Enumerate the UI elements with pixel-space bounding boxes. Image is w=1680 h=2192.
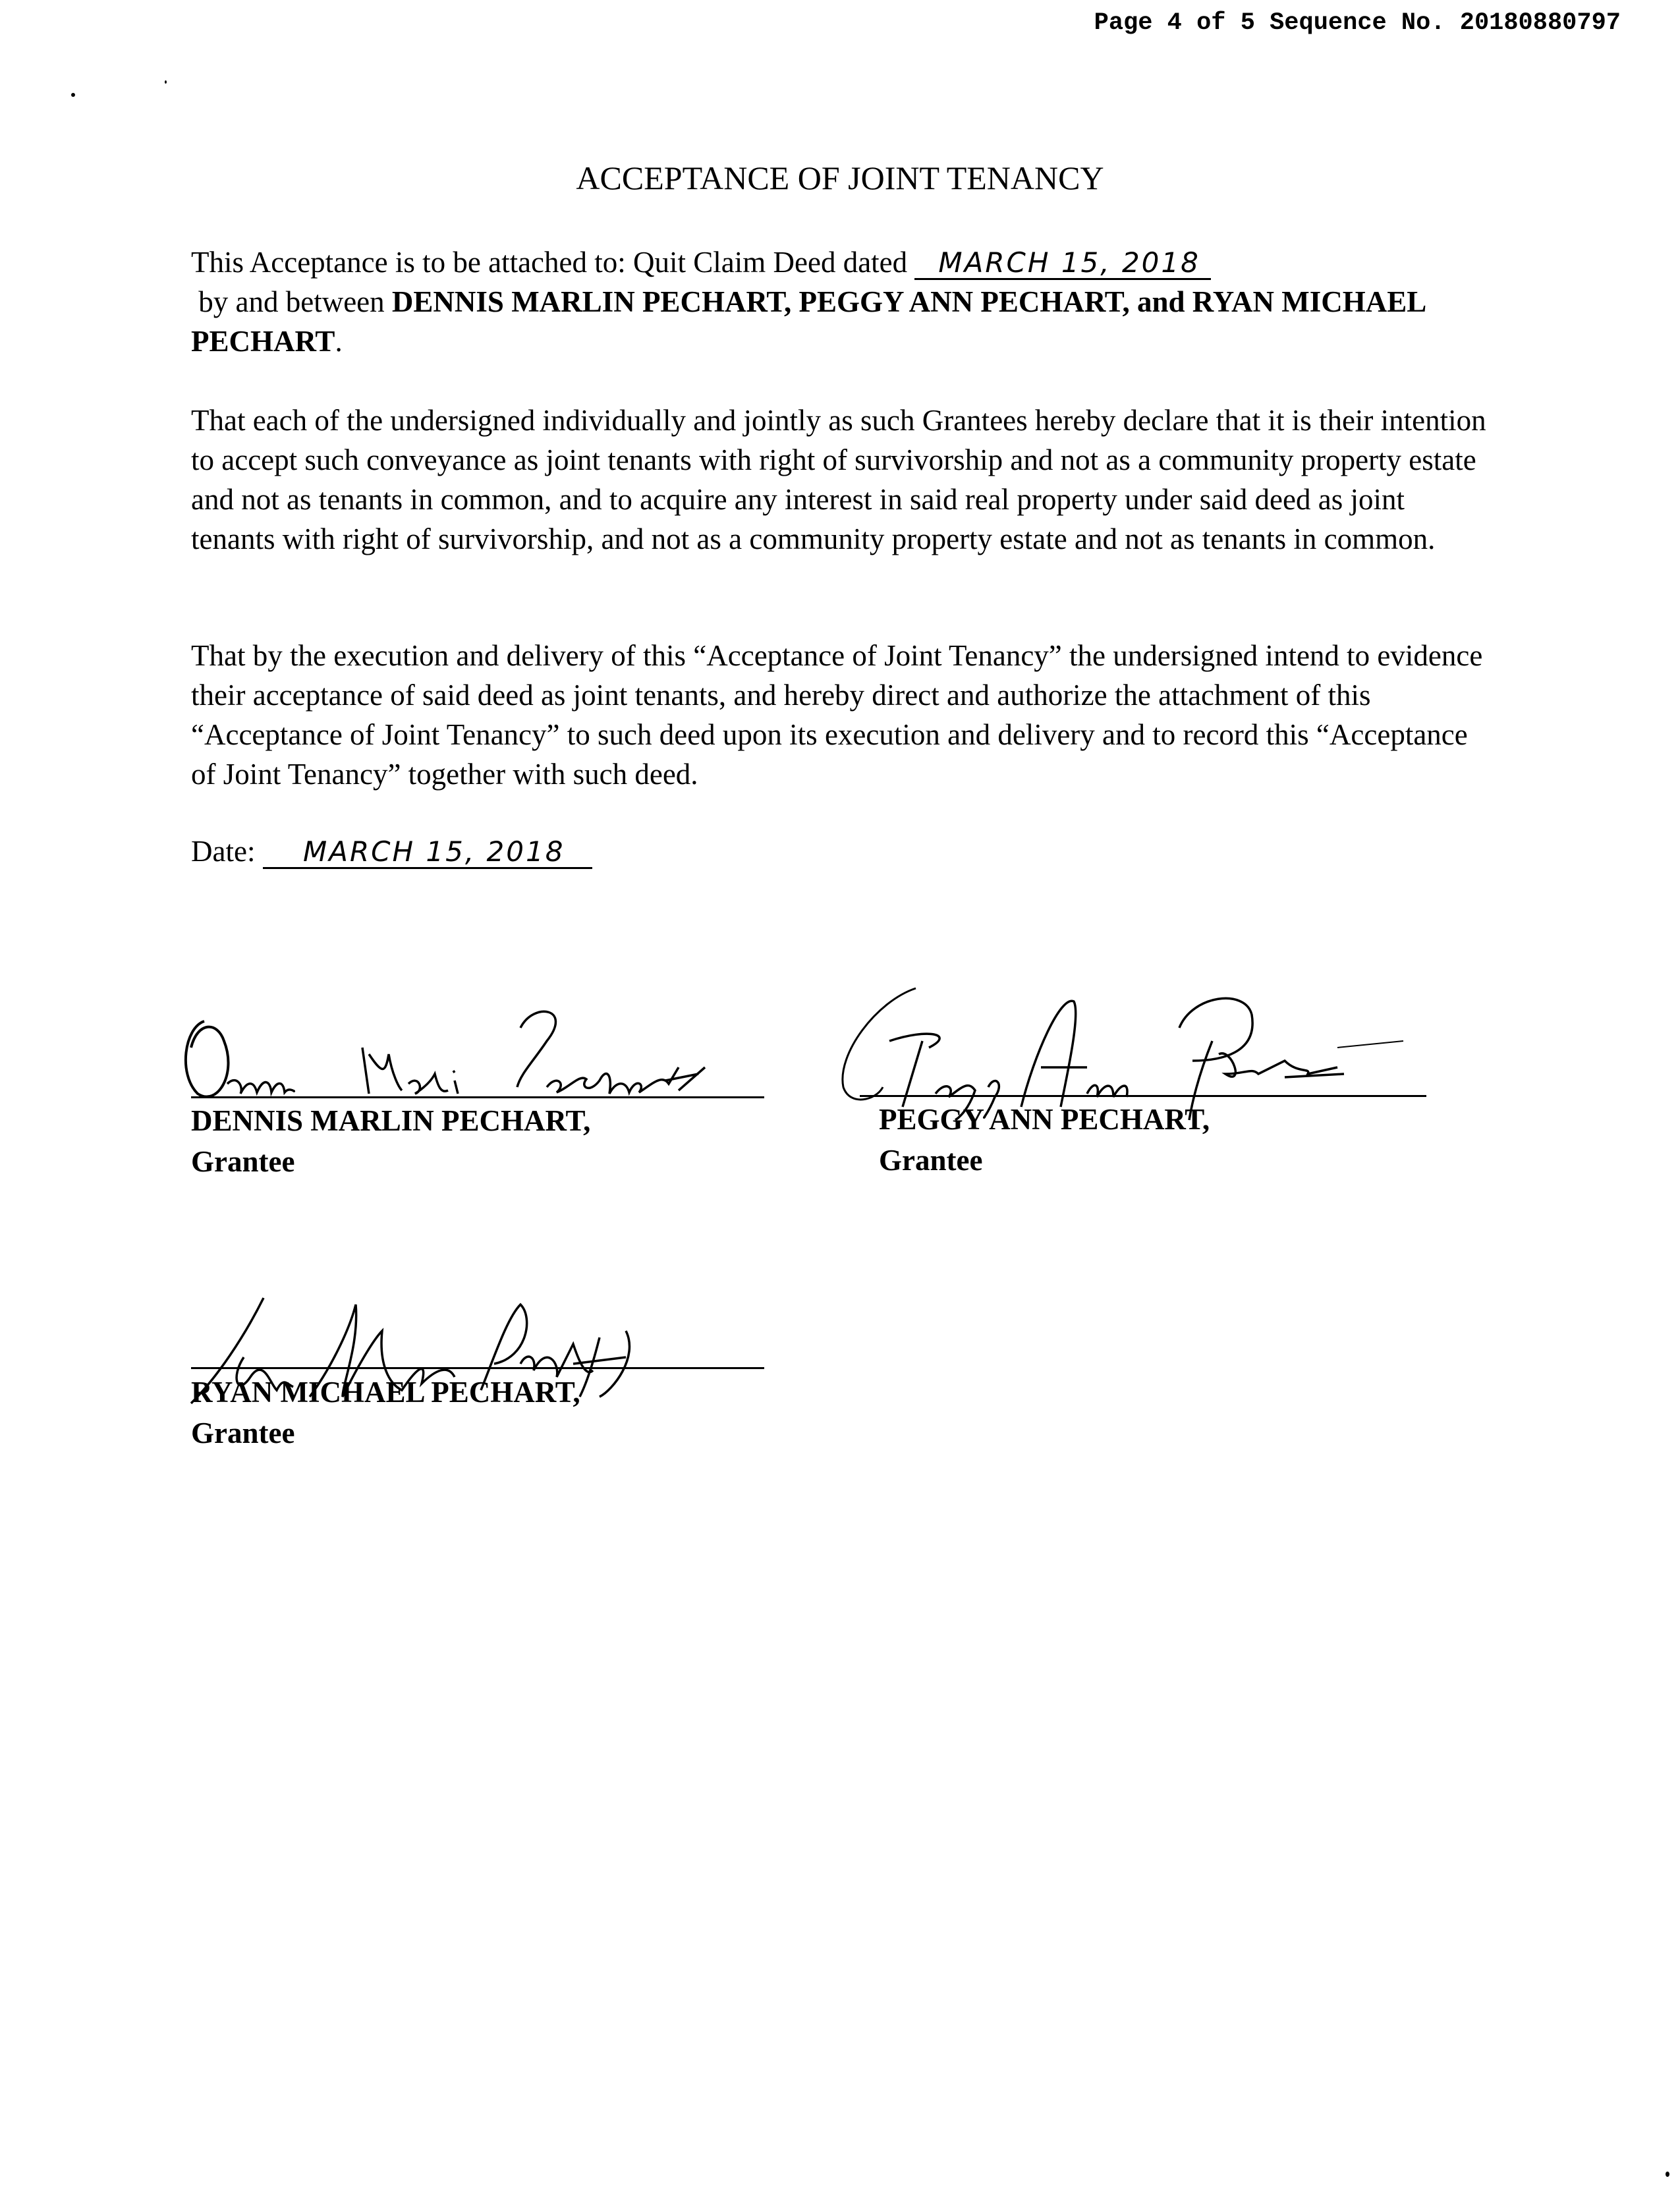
signer-role-dennis: Grantee (191, 1145, 295, 1178)
signer-name-ryan: RYAN MICHAEL PECHART, (191, 1376, 580, 1409)
intro-text-middle: by and between (191, 285, 392, 318)
date-label: Date: (191, 835, 256, 868)
signature-line-peggy (860, 1095, 1426, 1097)
signer-role-ryan: Grantee (191, 1417, 295, 1449)
signer-role-peggy: Grantee (879, 1144, 983, 1177)
scan-speck (71, 93, 75, 97)
document-title: ACCEPTANCE OF JOINT TENANCY (576, 159, 1104, 196)
signer-name-dennis: DENNIS MARLIN PECHART, (191, 1104, 591, 1137)
signer-block-peggy (879, 1099, 1210, 1181)
deed-date-handwritten: MARCH 15, 2018 (914, 248, 1210, 280)
intro-end: . (335, 325, 343, 358)
execution-paragraph: That by the execution and delivery of this “Acceptance of Joint Tenancy” the undersigned intend to evidence their acceptance of said deed as joint tenants, and hereby direct and authorize the attachment of this “Acceptance of Joint Tenancy” to such deed upon its execution and delivery and to record this “Acceptance of Joint Tenancy” together with such deed. (191, 639, 1483, 791)
intro-paragraph (191, 242, 1489, 361)
intro-text-lead: This Acceptance is to be attached to: Quit Claim Deed dated (191, 246, 908, 279)
scan-speck (165, 80, 167, 84)
date-line (191, 831, 1489, 871)
grantee-parties: DENNIS MARLIN PECHART, PEGGY ANN PECHART, and RYAN MICHAEL PECHART (191, 285, 1425, 358)
page-sequence-header: Page 4 of 5 Sequence No. 20180880797 (1094, 9, 1621, 37)
date-handwritten: MARCH 15, 2018 (263, 837, 592, 869)
signer-block-dennis (191, 1100, 590, 1182)
declaration-paragraph: That each of the undersigned individually and jointly as such Grantees hereby declare that it is their intention to accept such conveyance as joint tenants with right of survivorship and not as a community property estate and not as tenants in common, and to acquire any interest in said real property under said deed as joint tenants with right of survivorship, and not as a community property estate and not as tenants in common. (191, 404, 1486, 555)
signer-name-peggy: PEGGY ANN PECHART, (879, 1103, 1210, 1136)
signature-dennis (178, 1001, 771, 1107)
signature-line-dennis (191, 1096, 764, 1098)
signer-block-ryan (191, 1372, 580, 1453)
signature-line-ryan (191, 1367, 764, 1369)
scan-speck (1666, 2172, 1669, 2177)
